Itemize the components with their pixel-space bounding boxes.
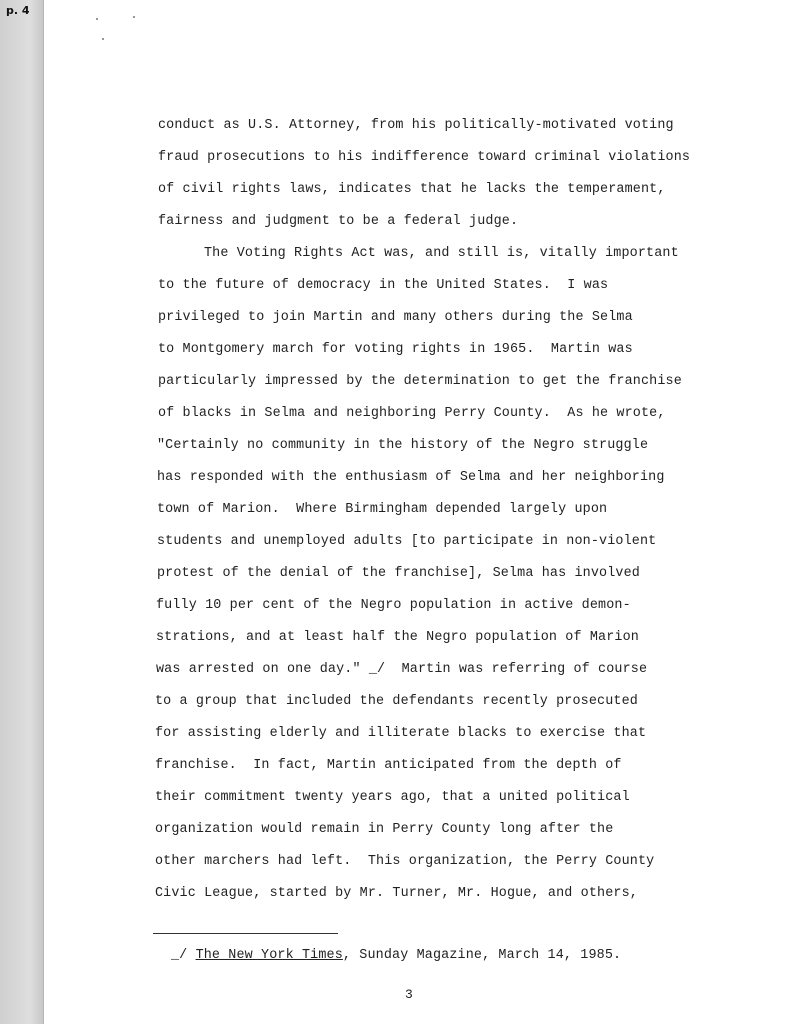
text-line: protest of the denial of the franchise], Selma has involved <box>157 566 640 581</box>
text-line: to Montgomery march for voting rights in 1965. Martin was <box>158 342 633 357</box>
footnote-source-title: The New York Times <box>195 948 343 963</box>
page-number: 3 <box>405 987 413 1002</box>
text-line: students and unemployed adults [to participate in non-violent <box>157 534 657 549</box>
text-line: fairness and judgment to be a federal judge. <box>158 214 519 229</box>
text-line: "Certainly no community in the history of the Negro struggle <box>157 438 649 453</box>
text-line: town of Marion. Where Birmingham depended largely upon <box>157 502 608 517</box>
text-line: strations, and at least half the Negro population of Marion <box>156 630 639 645</box>
text-line: conduct as U.S. Attorney, from his politically-motivated voting <box>158 118 674 133</box>
page-label: p. 4 <box>6 4 30 17</box>
footnote-separator <box>153 933 338 934</box>
text-line: privileged to join Martin and many others during the Selma <box>158 310 633 325</box>
scan-speck <box>96 18 98 20</box>
scan-speck <box>102 38 104 40</box>
text-line: The Voting Rights Act was, and still is, vitally important <box>204 246 679 261</box>
text-line: for assisting elderly and illiterate blacks to exercise that <box>155 726 647 741</box>
text-line: franchise. In fact, Martin anticipated from the depth of <box>155 758 622 773</box>
footnote-marker: _/ <box>171 948 188 963</box>
text-line: fraud prosecutions to his indifference toward criminal violations <box>158 150 691 165</box>
text-line: their commitment twenty years ago, that a united political <box>155 790 630 805</box>
footnote <box>171 948 621 963</box>
text-line: has responded with the enthusiasm of Selma and her neighboring <box>157 470 665 485</box>
page-thumbnail-gutter[interactable] <box>0 0 44 1024</box>
scan-speck <box>133 16 135 18</box>
text-line: Civic League, started by Mr. Turner, Mr. Hogue, and others, <box>155 886 638 901</box>
text-line: of blacks in Selma and neighboring Perry County. As he wrote, <box>158 406 666 421</box>
text-line: particularly impressed by the determination to get the franchise <box>158 374 682 389</box>
footnote-citation: , Sunday Magazine, March 14, 1985. <box>342 948 622 963</box>
text-line: to a group that included the defendants recently prosecuted <box>155 694 638 709</box>
text-line: organization would remain in Perry County long after the <box>155 822 614 837</box>
text-line: was arrested on one day." _/ Martin was referring of course <box>156 662 648 677</box>
text-line: other marchers had left. This organization, the Perry County <box>155 854 655 869</box>
text-line: to the future of democracy in the United States. I was <box>158 278 609 293</box>
text-line: fully 10 per cent of the Negro population in active demon- <box>156 598 631 613</box>
text-line: of civil rights laws, indicates that he lacks the temperament, <box>158 182 666 197</box>
